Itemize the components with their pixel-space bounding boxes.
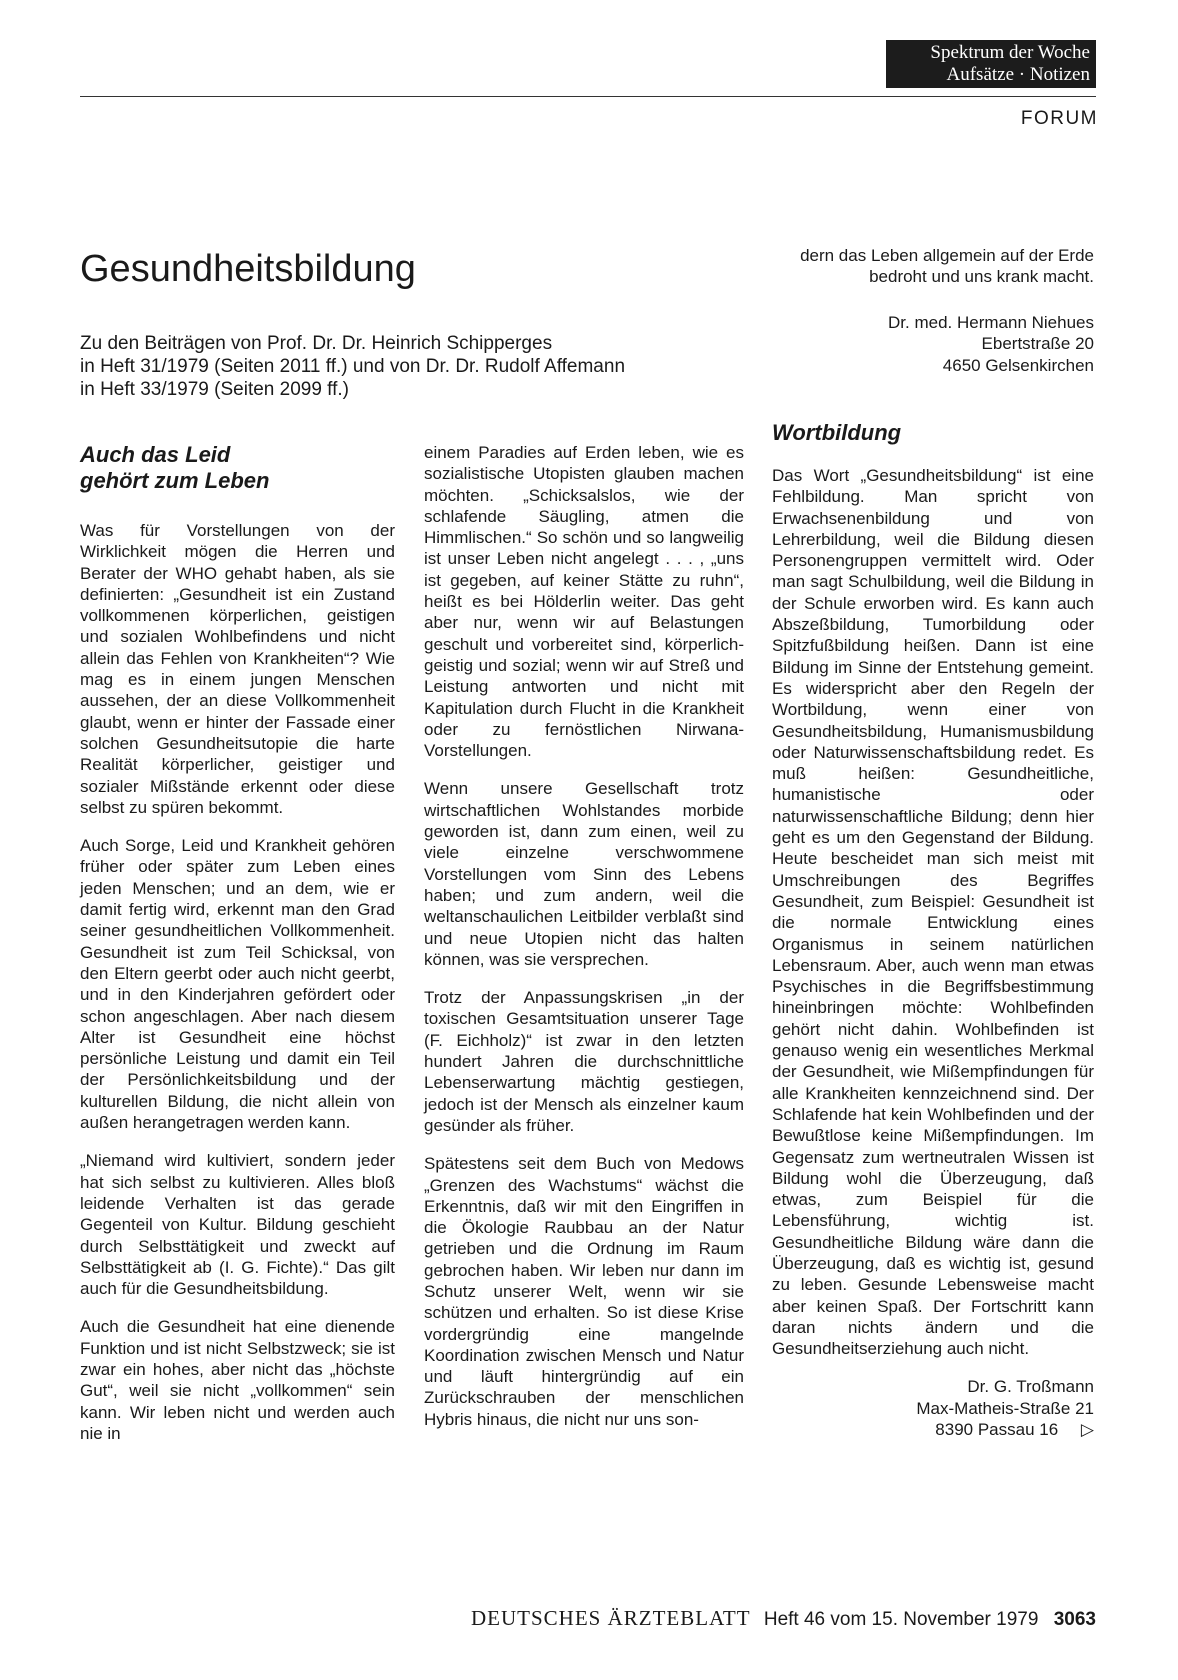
column-1 — [80, 520, 395, 1461]
subtitle-line-3: in Heft 33/1979 (Seiten 2099 ff.) — [80, 379, 349, 400]
section-badge — [886, 40, 1096, 88]
subtitle-line-2: in Heft 31/1979 (Seiten 2011 ff.) und von Dr. Dr. Rudolf Affemann — [80, 356, 626, 377]
column-2 — [424, 442, 744, 1447]
letter1-ending: dern das Leben allgemein auf der Erde bedroht und uns krank macht. — [800, 246, 1094, 287]
signature-city: 4650 Gelsenkirchen — [942, 355, 1094, 375]
badge-line-1: Spektrum der Woche — [930, 42, 1090, 63]
letter1-paragraph: Was für Vorstellungen von der Wirklichkeit mögen die Herren und Berater der WHO gehabt haben, als sie definierten: „Gesundheit ist ein Zustand vollkommenen körperlichen, geistigen und sozialen Wohlbefindens und nicht allein das Fehlen von Krankheiten“? Wie mag es in einem jungen Menschen aussehen, der an diese Vollkommenheit glaubt, wenn er hinter der Fassade einer solchen Gesundheitsutopie die harte Realität körperlicher, geistiger und sozialer Mißstände erkennt oder diese selbst zu spüren bekommt. — [80, 521, 395, 817]
page-number: 3063 — [1053, 1609, 1096, 1630]
issue-info: Heft 46 vom 15. November 1979 — [763, 1609, 1039, 1630]
letter1-paragraph: Trotz der Anpassungskrisen „in der toxischen Gesamtsituation unserer Tage (F. Eichholz)“ ist zwar in den letzten hundert Jahren die durchschnittliche Lebenserwartung mächtig gestiegen, jedoch ist der Mensch als einzelner kaum gesünder als früher. — [424, 988, 744, 1135]
letter1-signature — [772, 312, 1094, 376]
letter2-signature — [772, 1376, 1094, 1440]
column-3 — [772, 465, 1094, 1440]
article-title: Gesundheitsbildung — [80, 248, 416, 290]
signature-name: Dr. G. Troßmann — [967, 1377, 1094, 1397]
signature-city-line — [772, 1419, 1094, 1440]
section-label: FORUM — [1020, 108, 1098, 129]
badge-line-2: Aufsätze · Notizen — [946, 64, 1090, 85]
letter2-heading: Wortbildung — [772, 420, 902, 445]
header-rule — [80, 96, 1096, 97]
signature-name: Dr. med. Hermann Niehues — [888, 313, 1094, 332]
letter1-paragraph: einem Paradies auf Erden leben, wie es sozialistische Utopisten glauben machen möchten. „Schicksalslos, wie der schlafende Säugling, atmen die Himmlischen.“ So schön und so langweilig ist unser Leben nicht angelegt . . . , „uns ist gegeben, auf keiner Stätte zu ruhn“, heißt es bei Hölderlin weiter. Das geht aber nur, wenn wir auf Belastungen geschult und vorbereitet sind, körperlich-geistig und sozial; wenn wir auf Streß und Leistung antworten und nicht mit Kapitulation durch Flucht in die Krankheit oder zu fernöstlichen Nirwana-Vorstellungen. — [424, 443, 744, 761]
letter1-paragraph: Auch Sorge, Leid und Krankheit gehören früher oder später zum Leben eines jeden Menschen; und an dem, wie er damit fertig wird, erkennt man den Grad seiner gesundheitlichen Vollkommenheit. Gesundheit ist zum Teil Schicksal, von den Eltern geerbt oder auch nicht geerbt, und in den Kinderjahren gefördert oder schon angeschlagen. Aber nach diesem Alter ist Gesundheit eine höchst persönliche Leistung und damit ein Teil der Persönlichkeitsbildung und der kulturellen Bildung, die nicht allein von außen herangetragen werden kann. — [80, 836, 395, 1133]
article-subtitle — [80, 332, 760, 401]
continue-arrow-icon: ▷ — [1080, 1420, 1094, 1440]
letter1-paragraph: Wenn unsere Gesellschaft trotz wirtschaftlichen Wohlstandes morbide geworden ist, dann zum einen, weil zu viele einzelne verschwommene Vorstellungen vom Sinn des Lebens haben; und zum andern, weil die weltanschaulichen Leitbilder verblaßt sind und neue Utopien nicht das halten können, was sie versprechen. — [424, 779, 744, 969]
subtitle-line-1: Zu den Beiträgen von Prof. Dr. Dr. Heinrich Schipperges — [80, 333, 553, 354]
signature-street: Ebertstraße 20 — [981, 334, 1094, 354]
letter2-paragraph: Das Wort „Gesundheitsbildung“ ist eine Fehlbildung. Man spricht von Erwachsenenbildung und von Lehrerbildung, weil die Bildung diesen Personengruppen vermittelt wird. Oder man sagt Schulbildung, weil die Bildung in der Schule erworben wird. Es kann auch Abszeßbildung, Tumorbildung oder Spitzfußbildung heißen. Dann ist eine Bildung im Sinne der Entstehung gemeint. Es widerspricht aber den Regeln der Wortbildung, wenn einer von Gesundheitsbildung, Humanismusbildung oder Naturwissenschaftsbildung redet. Es muß heißen: Gesundheitliche, humanistische oder naturwissenschaftliche Bildung; denn hier geht es um den Gegenstand der Bildung. Heute bescheidet man sich meist mit Umschreibungen des Begriffes Gesundheit, zum Beispiel: Gesundheit ist die normale Entwicklung eines Organismus in seinem natürlichen Lebensraum. Aber, auch wenn man etwas Psychisches in die Begriffsbestimmung hineinbringen möchte: Wohlbefinden gehört nicht dahin. Wohlbefinden ist genauso wenig ein wesentliches Merkmal der Gesundheit, wie Mißempfindungen für alle Krankheiten kennzeichnend sind. Der Schlafende hat kein Wohlbefinden und der Bewußtlose keine Mißempfindungen. Im Gegensatz zum wertneutralen Wissen ist Bildung wohl die Überzeugung, daß etwas, zum Beispiel für die Lebensführung, wichtig ist. Gesundheitliche Bildung wäre dann die Überzeugung, daß es wichtig ist, gesund zu leben. Gesunde Lebensweise macht aber keinen Spaß. Der Fortschritt kann daran nichts ändern und die Gesundheitserziehung auch nicht. — [772, 466, 1094, 1359]
page-footer — [80, 1606, 1096, 1631]
letter1-heading-line-1: Auch das Leid — [80, 442, 231, 467]
letter1-paragraph: „Niemand wird kultiviert, sondern jeder hat sich selbst zu kultivieren. Alles bloß leidende Verhalten ist das gerade Gegenteil von Kultur. Bildung geschieht durch Selbsttätigkeit und zweckt auf Selbsttätigkeit ab (I. G. Fichte).“ Das gilt auch für die Gesundheitsbildung. — [80, 1151, 395, 1299]
magazine-name: DEUTSCHES ÄRZTEBLATT — [470, 1606, 751, 1630]
signature-street: Max-Matheis-Straße 21 — [916, 1398, 1094, 1418]
letter1-heading-line-2: gehört zum Leben — [80, 468, 270, 493]
letter1-heading — [80, 442, 395, 494]
letter1-paragraph: Spätestens seit dem Buch von Medows „Grenzen des Wachstums“ wächst die Erkenntnis, daß wir mit den Eingriffen in die Ökologie Raubbau an der Natur getrieben und die Ordnung im Raum gebrochen haben. Wir leben nur dann im Schutz unserer Welt, wenn wir sie schützen und erhalten. So ist diese Krise vordergründig eine mangelnde Koordination zwischen Mensch und Natur und läuft hintergründig auf ein Zurückschrauben der menschlichen Hybris hinaus, die nicht nur uns son- — [424, 1154, 744, 1429]
letter1-paragraph: Auch die Gesundheit hat eine dienende Funktion und ist nicht Selbstzweck; sie ist zwar ein hohes, aber nicht das „höchste Gut“, weil sie nicht „vollkommen“ sein kann. Wir leben nicht und werden auch nie in — [80, 1317, 395, 1443]
signature-city: 8390 Passau 16 — [935, 1420, 1059, 1440]
